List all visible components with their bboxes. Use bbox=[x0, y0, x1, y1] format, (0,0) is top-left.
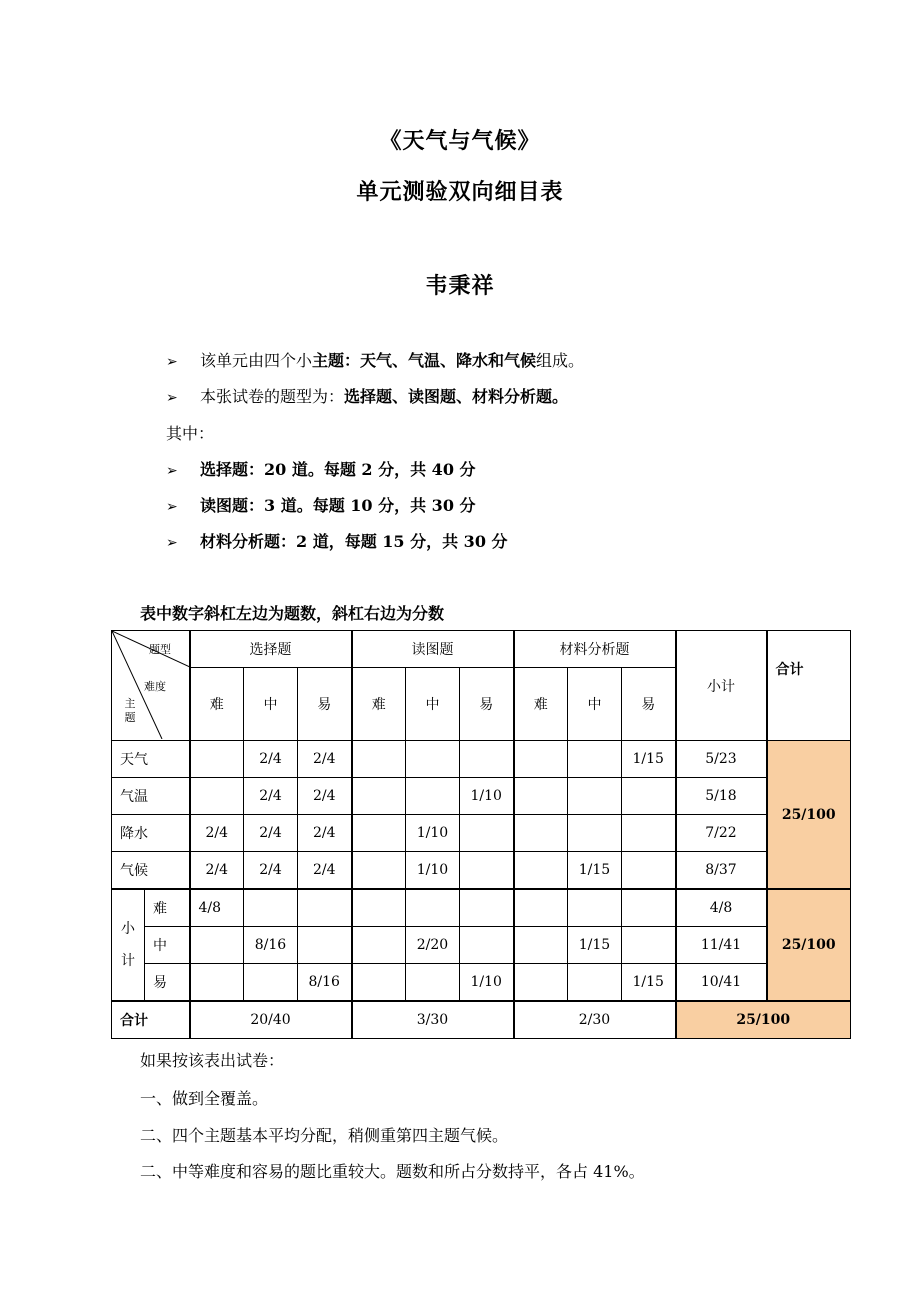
table-cell: 2/4 bbox=[298, 815, 352, 852]
doc-subtitle: 单元测验双向细目表 bbox=[356, 180, 564, 205]
table-cell: 1/10 bbox=[406, 852, 460, 890]
table-cell: 1/10 bbox=[406, 815, 460, 852]
table-row bbox=[112, 852, 851, 890]
table-cell bbox=[514, 741, 568, 778]
table-cell bbox=[460, 927, 514, 964]
table-cell bbox=[406, 741, 460, 778]
table-cell bbox=[352, 741, 406, 778]
header-material-analysis: 材料分析题 bbox=[514, 631, 676, 668]
arrow-bullet-icon: ➢ bbox=[166, 354, 178, 370]
table-cell bbox=[514, 852, 568, 890]
header-corner-cell bbox=[112, 631, 190, 741]
table-cell: 2/4 bbox=[244, 741, 298, 778]
level-hard: 难 bbox=[514, 668, 568, 741]
table-cell bbox=[190, 741, 244, 778]
level-medium: 中 bbox=[568, 668, 622, 741]
table-row bbox=[112, 964, 851, 1002]
level-name: 中 bbox=[145, 927, 190, 964]
table-cell bbox=[244, 964, 298, 1002]
level-medium: 中 bbox=[406, 668, 460, 741]
table-cell bbox=[460, 741, 514, 778]
table-row bbox=[112, 778, 851, 815]
table-cell bbox=[244, 889, 298, 927]
table-cell bbox=[568, 964, 622, 1002]
table-cell bbox=[568, 741, 622, 778]
table-cell bbox=[298, 927, 352, 964]
table-cell bbox=[190, 778, 244, 815]
table-cell bbox=[352, 964, 406, 1002]
table-cell: 2/4 bbox=[298, 852, 352, 890]
table-cell bbox=[568, 778, 622, 815]
level-easy: 易 bbox=[460, 668, 514, 741]
table-row bbox=[112, 741, 851, 778]
table-cell bbox=[298, 889, 352, 927]
intro-bullet-1: ➢ 该单元由四个小主题：天气、气温、降水和气候组成。 bbox=[166, 351, 585, 370]
arrow-bullet-icon: ➢ bbox=[166, 535, 178, 551]
level-name: 难 bbox=[145, 889, 190, 927]
table-row bbox=[112, 815, 851, 852]
topic-grand-total: 25/100 bbox=[767, 741, 851, 890]
table-row bbox=[112, 889, 851, 927]
table-cell bbox=[190, 927, 244, 964]
footer-chart-total: 3/30 bbox=[352, 1001, 514, 1039]
table-cell bbox=[568, 815, 622, 852]
table-cell bbox=[460, 852, 514, 890]
table-cell bbox=[460, 889, 514, 927]
arrow-bullet-icon: ➢ bbox=[166, 390, 178, 406]
table-cell: 2/4 bbox=[190, 852, 244, 890]
intro-among: 其中： bbox=[166, 424, 215, 443]
table-cell: 2/4 bbox=[244, 815, 298, 852]
level-name: 易 bbox=[145, 964, 190, 1002]
table-cell bbox=[352, 815, 406, 852]
table-cell bbox=[622, 852, 676, 890]
note-2: 二、四个主题基本平均分配，稍侧重第四主题气候。 bbox=[140, 1126, 509, 1145]
arrow-bullet-icon: ➢ bbox=[166, 499, 178, 515]
table-cell bbox=[406, 778, 460, 815]
table-cell: 4/8 bbox=[190, 889, 244, 927]
level-hard: 难 bbox=[352, 668, 406, 741]
table-cell: 1/15 bbox=[568, 927, 622, 964]
table-cell: 1/10 bbox=[460, 964, 514, 1002]
subtotal-side-label: 小 计 bbox=[112, 889, 145, 1001]
note-3: 二、中等难度和容易的题比重较大。题数和所占分数持平，各占 41%。 bbox=[140, 1162, 645, 1181]
table-cell bbox=[622, 889, 676, 927]
note-1: 一、做到全覆盖。 bbox=[140, 1089, 269, 1108]
topic-name: 气温 bbox=[112, 778, 190, 815]
header-choice: 选择题 bbox=[190, 631, 352, 668]
table-cell: 1/15 bbox=[622, 741, 676, 778]
table-cell: 1/10 bbox=[460, 778, 514, 815]
table-cell bbox=[190, 964, 244, 1002]
arrow-bullet-icon: ➢ bbox=[166, 463, 178, 479]
intro-bullet-2: ➢ 本张试卷的题型为：选择题、读图题、材料分析题。 bbox=[166, 387, 569, 406]
row-subtotal: 11/41 bbox=[676, 927, 767, 964]
corner-topic-label: 主题 bbox=[124, 697, 136, 724]
row-subtotal: 4/8 bbox=[676, 889, 767, 927]
level-medium: 中 bbox=[244, 668, 298, 741]
corner-type-label: 题型 bbox=[149, 643, 171, 656]
note-intro: 如果按该表出试卷： bbox=[140, 1051, 285, 1070]
table-cell: 1/15 bbox=[568, 852, 622, 890]
header-chart-reading: 读图题 bbox=[352, 631, 514, 668]
table-cell bbox=[622, 778, 676, 815]
table-cell: 2/4 bbox=[190, 815, 244, 852]
table-cell bbox=[352, 778, 406, 815]
header-subtotal: 小计 bbox=[676, 631, 767, 741]
row-subtotal: 10/41 bbox=[676, 964, 767, 1002]
table-cell bbox=[352, 889, 406, 927]
level-hard: 难 bbox=[190, 668, 244, 741]
intro-bullet-3: ➢ 选择题：20 道。每题 2 分，共 40 分 bbox=[166, 460, 476, 479]
topic-name: 气候 bbox=[112, 852, 190, 890]
corner-difficulty-label: 难度 bbox=[144, 680, 166, 693]
table-cell: 8/16 bbox=[298, 964, 352, 1002]
header-total: 合计 bbox=[767, 631, 851, 741]
table-cell: 2/4 bbox=[244, 778, 298, 815]
table-cell bbox=[406, 889, 460, 927]
row-subtotal: 7/22 bbox=[676, 815, 767, 852]
author-name: 韦秉祥 bbox=[425, 274, 495, 299]
table-cell bbox=[514, 927, 568, 964]
level-grand-total: 25/100 bbox=[767, 889, 851, 1001]
topic-name: 降水 bbox=[112, 815, 190, 852]
intro-bullet-5: ➢ 材料分析题：2 道，每题 15 分，共 30 分 bbox=[166, 532, 508, 551]
table-cell bbox=[622, 927, 676, 964]
row-subtotal: 5/18 bbox=[676, 778, 767, 815]
table-cell: 2/20 bbox=[406, 927, 460, 964]
table-cell bbox=[514, 889, 568, 927]
level-easy: 易 bbox=[622, 668, 676, 741]
table-cell bbox=[622, 815, 676, 852]
table-cell bbox=[460, 815, 514, 852]
intro-bullet-4: ➢ 读图题：3 道。每题 10 分，共 30 分 bbox=[166, 496, 476, 515]
table-cell: 2/4 bbox=[244, 852, 298, 890]
row-subtotal: 5/23 bbox=[676, 741, 767, 778]
table-cell bbox=[514, 815, 568, 852]
doc-title: 《天气与气候》 bbox=[379, 129, 541, 154]
footer-choice-total: 20/40 bbox=[190, 1001, 352, 1039]
table-caption: 表中数字斜杠左边为题数，斜杠右边为分数 bbox=[140, 604, 445, 623]
table-cell: 1/15 bbox=[622, 964, 676, 1002]
table-cell: 2/4 bbox=[298, 778, 352, 815]
footer-total-label: 合计 bbox=[112, 1001, 190, 1039]
table-cell bbox=[352, 852, 406, 890]
table-cell bbox=[352, 927, 406, 964]
specification-table bbox=[111, 630, 851, 1039]
table-row bbox=[112, 927, 851, 964]
table-cell bbox=[514, 778, 568, 815]
footer-grand-total: 25/100 bbox=[676, 1001, 851, 1039]
topic-name: 天气 bbox=[112, 741, 190, 778]
row-subtotal: 8/37 bbox=[676, 852, 767, 890]
footer-material-total: 2/30 bbox=[514, 1001, 676, 1039]
table-cell: 8/16 bbox=[244, 927, 298, 964]
table-cell bbox=[514, 964, 568, 1002]
table-cell bbox=[568, 889, 622, 927]
level-easy: 易 bbox=[298, 668, 352, 741]
table-cell bbox=[406, 964, 460, 1002]
table-cell: 2/4 bbox=[298, 741, 352, 778]
